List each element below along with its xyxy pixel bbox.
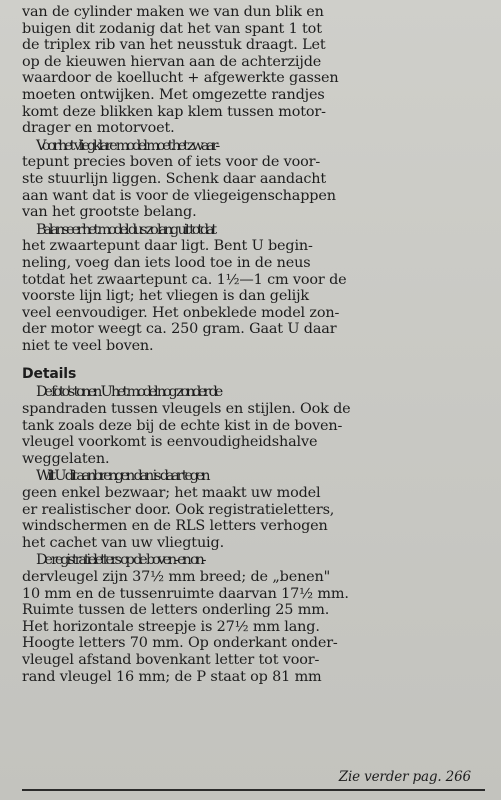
text-line: moeten ontwijken. Met omgezette randjes [22,86,325,103]
text-line: drager en motorvoet. [22,120,175,137]
text-line: vleugel voorkomt is eenvoudigheidshalve [22,434,318,451]
text-line: komt deze blikken kap klem tussen motor- [22,103,326,120]
text-line: neling, voeg dan iets lood toe in de neus [22,254,311,271]
text-line: der motor weegt ca. 250 gram. Gaat U daar [22,321,337,338]
text-line: Balanseer het model dus zo lang uit totdat [36,221,215,238]
text-line: vleugel afstand bovenkant letter tot voor- [22,651,320,668]
paragraph [22,222,481,355]
text-line: spandraden tussen vleugels en stijlen. Ook de [22,401,351,418]
text-line: Ruimte tussen de letters onderling 25 mm. [22,602,330,619]
text-line: Het horizontale streepje is 27½ mm lang. [22,618,320,635]
text-line: ste stuurlijn liggen. Schenk daar aandacht [22,170,327,187]
text-line: rand vleugel 16 mm; de P staat op 81 mm [22,668,322,685]
text-line: geen enkel bezwaar; het maakt uw model [22,485,321,502]
text-line: van de cylinder maken we van dun blik en [22,4,324,20]
paragraph [22,384,481,467]
text-line: voorste lijn ligt; het vliegen is dan gelijk [22,288,310,305]
text-line: Wilt U dit aanbrengen dan is daar tegen [36,468,208,485]
text-line: waardoor de koellucht + afgewerkte gassen [22,70,339,87]
text-line: Voor het vliegklare model moet het zwaar- [36,137,218,154]
text-line: buigen dit zodanig dat het van spant 1 tot [22,20,322,37]
bottom-rule [22,789,485,791]
text-line: het zwaartepunt daar ligt. Bent U begin- [22,238,313,255]
text-line: Hoogte letters 70 mm. Op onderkant onder- [22,635,338,652]
text-column [22,4,481,685]
paragraph [22,138,481,221]
text-line: er realistischer door. Ook registratieletters, [22,501,335,518]
text-line: tank zoals deze bij de echte kist in de boven- [22,417,343,434]
text-line: dervleugel zijn 37½ mm breed; de „benen" [22,569,331,585]
text-line: niet te veel boven. [22,337,154,354]
text-line: de triplex rib van het neusstuk draagt. Let [22,37,326,54]
section-heading: Details [22,366,77,383]
text-line: het cachet van uw vliegtuig. [22,534,224,551]
text-line: van het grootste belang. [22,204,197,221]
continued-note: Zie verder pag. 266 [338,769,471,785]
text-line: aan want dat is voor de vliegeigenschappen [22,187,336,204]
text-line: De foto's tonen U het model nog zonder de [36,384,221,401]
text-line: op de kieuwen hiervan aan de achterzijde [22,53,322,70]
paragraph [22,552,481,685]
text-line: veel eenvoudiger. Het onbeklede model zon- [22,304,340,321]
paragraph [22,468,481,551]
text-line: weggelaten. [22,450,110,467]
text-line: totdat het zwaartepunt ca. 1½—1 cm voor de [22,271,347,288]
text-line: tepunt precies boven of iets voor de voor- [22,154,321,171]
text-line: 10 mm en de tussenruimte daarvan 17½ mm. [22,585,349,602]
text-line: De registratieletters op de boven- en on- [36,552,204,569]
text-line: windschermen en de RLS letters verhogen [22,518,328,535]
paragraph [22,4,481,137]
